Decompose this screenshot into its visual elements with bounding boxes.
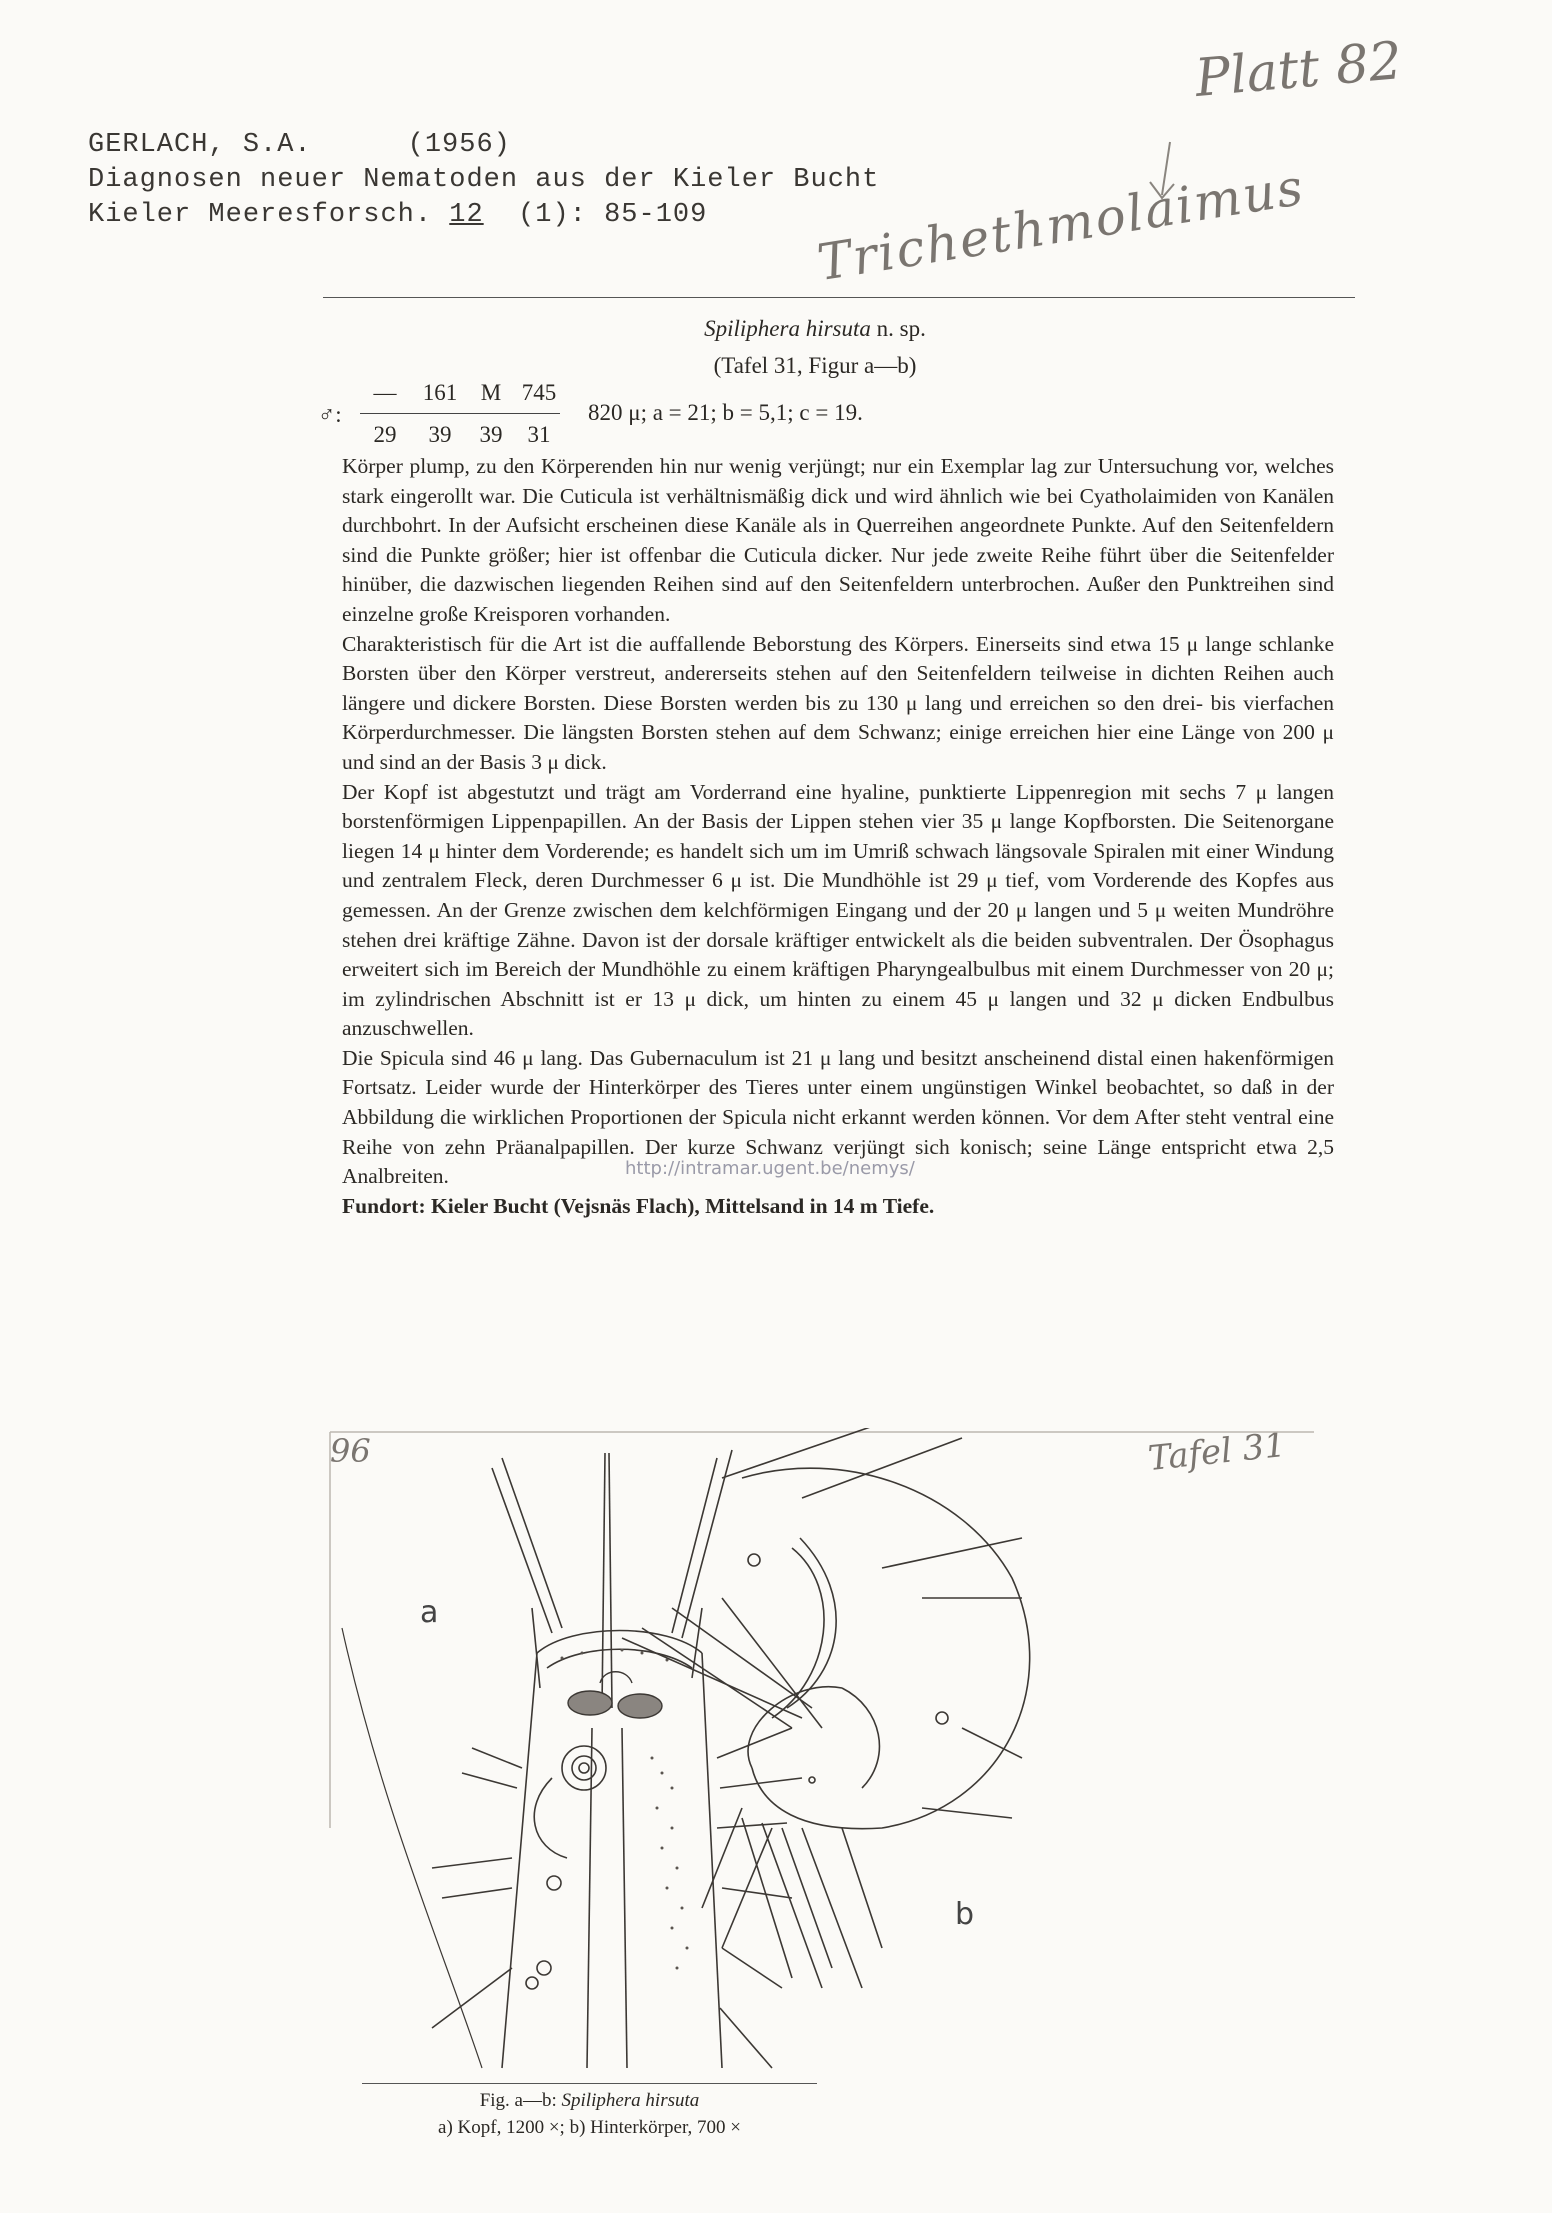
- formula-numerator: —: [373, 380, 397, 405]
- formula-denominator: 31: [527, 422, 551, 447]
- description-text: [342, 452, 1334, 1221]
- citation-year: (1956): [407, 130, 511, 160]
- paragraph-bristles: Charakteristisch für die Art ist die auffallende Beborstung des Körpers. Einerseits sind etwa 15 μ lange schlanke Borsten über den Körper verstreut, andererseits stehen auf den Seitenfeldern teilweise in dichten Reihen auch längere und dickere Borsten. Diese Borsten werden bis zu 130 μ lang und erreichen so den drei- bis vierfachen Körperdurchmesser. Die längsten Borsten stehen auf dem Schwanz; einige erreichen hier eine Länge von 200 μ und sind an der Basis 3 μ dick.: [342, 631, 1334, 774]
- handwritten-platt-note: Platt 82: [1192, 31, 1405, 109]
- formula-numerator: 161: [422, 380, 458, 405]
- formula-denominator: 29: [373, 422, 397, 447]
- paragraph-locality: Fundort: Kieler Bucht (Vejsnäs Flach), Mittelsand in 14 m Tiefe.: [342, 1193, 935, 1218]
- citation-pages: (1): 85-109: [518, 200, 708, 230]
- caption-detail: a) Kopf, 1200 ×; b) Hinterkörper, 700 ×: [438, 2117, 741, 2138]
- handwritten-tafel-note: Tafel 31: [1146, 1424, 1288, 1480]
- watermark-url: http://intramar.ugent.be/nemys/: [625, 1158, 915, 1179]
- citation-title: Diagnosen neuer Nematoden aus der Kieler Bucht: [88, 165, 880, 195]
- formula-result: 820 μ; a = 21; b = 5,1; c = 19.: [588, 400, 863, 425]
- caption-divider: [362, 2083, 817, 2084]
- caption-species: Spiliphera hirsuta: [561, 2090, 700, 2111]
- species-name: Spiliphera hirsuta: [704, 316, 871, 341]
- paragraph-head: Der Kopf ist abgestutzt und trägt am Vorderrand eine hyaline, punktierte Lippenregion mit sechs 7 μ langen borstenförmigen Lippenpapillen. An der Basis der Lippen stehen vier 35 μ lange Kopfborsten. Die Seitenorgane liegen 14 μ hinter dem Vorderende; es handelt sich um im Umriß schwach längsovale Spiralen mit einer Windung und zentralem Fleck, deren Durchmesser 6 μ ist. Die Mundhöhle ist 29 μ tief, vom Vorderende des Kopfes aus gemessen. An der Grenze zwischen dem kelchförmigen Eingang und der 20 μ langen und 5 μ weiten Mundröhre stehen drei kräftige Zähne. Davon ist der dorsale kräftiger entwickelt als die beiden subventralen. Der Ösophagus erweitert sich im Bereich der Mundhöhle zu einem kräftigen Pharyngealbulbus mit einem Durchmesser von 20 μ; im zylindrischen Abschnitt ist er 13 μ dick, um hinten zu einem 45 μ langen und 32 μ dicken Endbulbus anzuschwellen.: [342, 779, 1334, 1041]
- figure-a-head-drawing: [342, 1450, 802, 2068]
- formula-fraction-rule: [360, 413, 560, 414]
- header-divider: [323, 297, 1355, 298]
- handwritten-genus-note: Trichethmolaimus: [813, 157, 1309, 293]
- figure-drawing: [322, 1428, 1322, 2080]
- species-tafel: (Tafel 31, Figur a—b): [713, 353, 917, 378]
- caption-prefix: Fig. a—b:: [479, 2090, 562, 2111]
- formula-denominator: 39: [428, 422, 452, 447]
- species-heading: [600, 310, 1030, 384]
- figure-frame: [330, 1432, 1314, 1828]
- citation-journal: Kieler Meeresforsch.: [88, 200, 433, 230]
- formula-numerator: M: [480, 380, 502, 405]
- formula-numerator: 745: [521, 380, 557, 405]
- paragraph-body-shape: Körper plump, zu den Körperenden hin nur wenig verjüngt; nur ein Exemplar lag zur Untersuchung vor, welches stark eingerollt war. Die Cuticula ist verhältnismäßig dick und wird ähnlich wie bei Cyatholaimiden von Kanälen durchbohrt. In der Aufsicht erscheinen diese Kanäle als in Querreihen angeordnete Punkte. Auf den Seitenfeldern sind die Punkte größer; hier ist offenbar die Cuticula dicker. Nur jede zweite Reihe führt über die Seitenfelder hinüber, die dazwischen liegenden Reihen sind auf den Seitenfeldern unterbrochen. Außer den Punktreihen sind einzelne große Kreisporen vorhanden.: [342, 454, 1334, 626]
- citation-block: [88, 128, 879, 233]
- figure-label-b: b: [955, 1897, 975, 1932]
- citation-author: GERLACH, S.A.: [88, 130, 312, 160]
- formula-denominator: 39: [479, 422, 503, 447]
- figure-caption: [362, 2087, 817, 2141]
- male-symbol: ♂:: [318, 402, 342, 427]
- paragraph-spicula: Die Spicula sind 46 μ lang. Das Gubernaculum ist 21 μ lang und besitzt anscheinend distal einen hakenförmigen Fortsatz. Leider wurde der Hinterkörper des Tieres unter einem ungünstigen Winkel beobachtet, so daß in der Abbildung die wirklichen Proportionen der Spicula nicht erkannt werden können. Vor dem After steht ventral eine Reihe von zehn Präanalpapillen. Der kurze Schwanz verjüngt sich konisch; seine Länge entspricht etwa 2,5 Analbreiten.: [342, 1045, 1334, 1189]
- species-suffix: n. sp.: [870, 316, 926, 341]
- citation-volume: 12: [449, 200, 484, 230]
- figure-label-a: a: [420, 1595, 439, 1630]
- handwritten-number-note: 96: [330, 1432, 371, 1470]
- figure-a-buccal-region: [568, 1672, 662, 1718]
